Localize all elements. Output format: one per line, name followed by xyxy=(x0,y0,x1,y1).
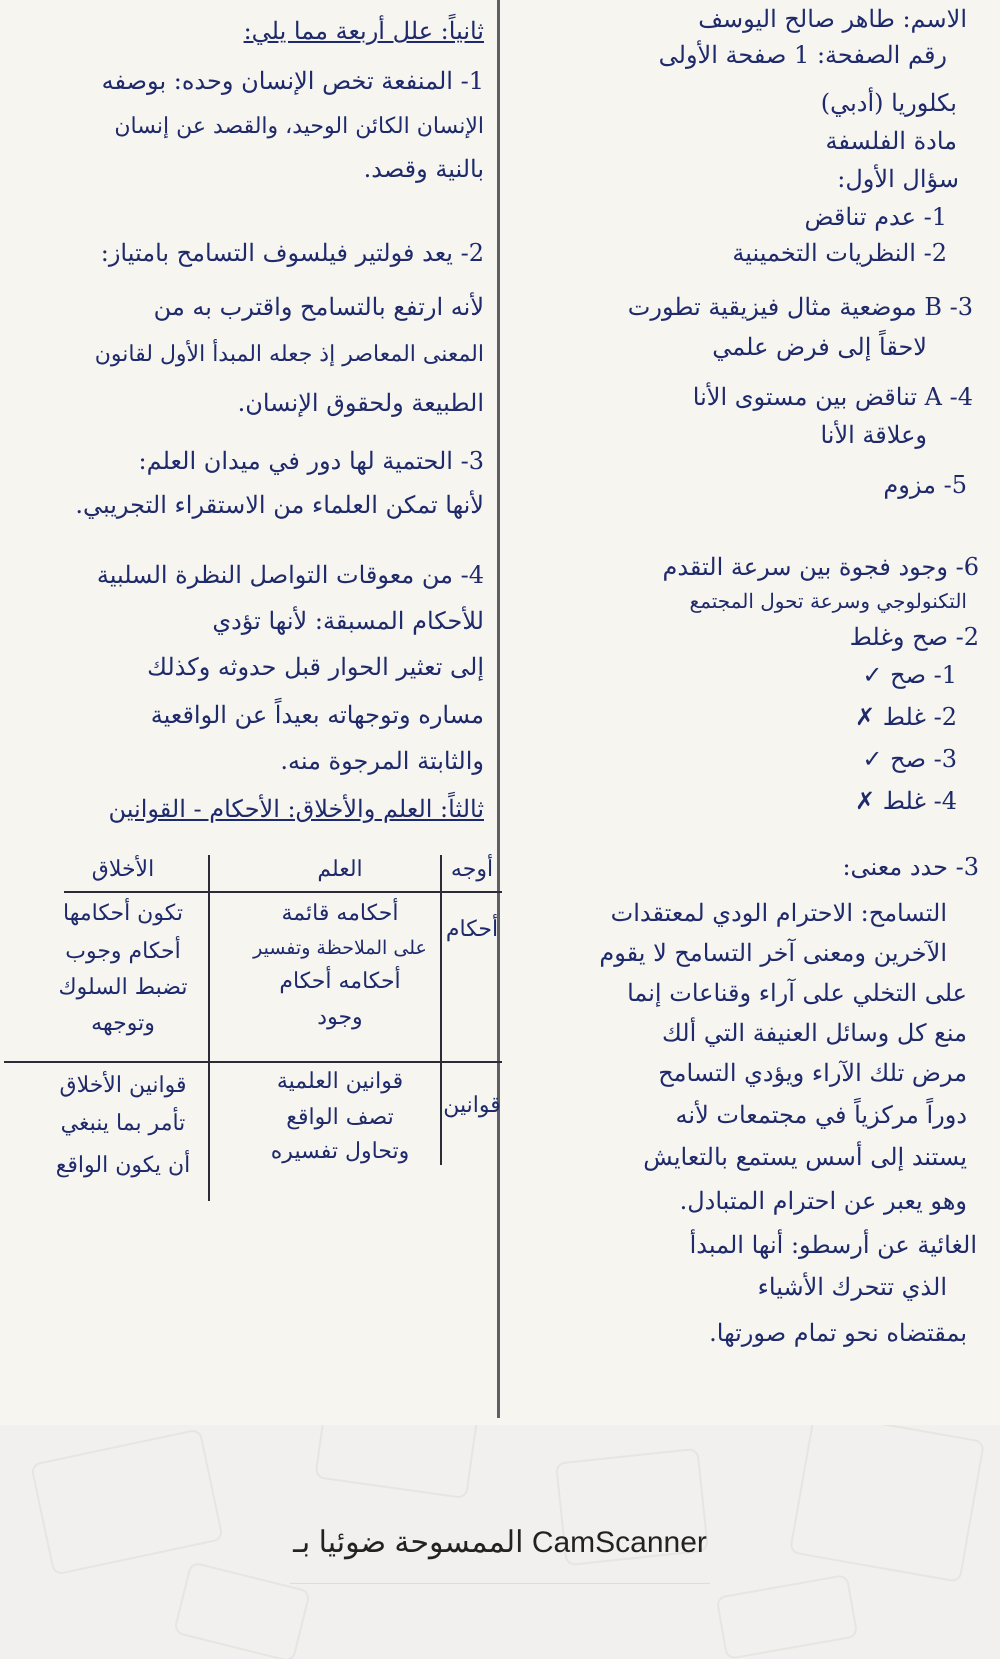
decorative-card xyxy=(173,1561,311,1659)
true-false-title: 2- صح وغلط xyxy=(849,623,979,651)
section-three-title: ثالثاً: العلم والأخلاق: الأحكام - القوانين xyxy=(108,795,484,823)
true-false-item: 4- غلط ✗ xyxy=(854,787,957,815)
answer-line: 4- A تناقض بين مستوى الأنا xyxy=(692,383,973,411)
table-header-aspect: أوجه xyxy=(450,857,494,882)
definition-line: مرض تلك الآراء ويؤدي التسامح xyxy=(658,1059,967,1087)
camscanner-watermark: الممسوحة ضوئيا بـ CamScanner xyxy=(293,1526,707,1559)
table-header-rule xyxy=(64,891,502,893)
table-cell-ethics: تضبط السلوك xyxy=(58,975,188,1000)
comparison-table xyxy=(4,855,502,1215)
table-cell-ethics: وتوجهه xyxy=(91,1011,155,1036)
table-header-ethics: الأخلاق xyxy=(91,857,155,882)
answer-line: وعلاقة الأنا xyxy=(820,421,927,449)
reason-line: إلى تعثير الحوار قبل حدوثه وكذلك xyxy=(147,653,484,681)
table-cell-ethics: قوانين الأخلاق xyxy=(59,1073,187,1098)
table-row-rule xyxy=(4,1061,502,1063)
reason-line: بالنية وقصد. xyxy=(363,155,484,183)
table-row-aspect: أحكام xyxy=(445,917,499,942)
table-cell-science: قوانين العلمية xyxy=(276,1069,404,1094)
reason-line: الطبيعة ولحقوق الإنسان. xyxy=(237,389,484,417)
decorative-card xyxy=(314,1425,480,1499)
table-cell-ethics: أن يكون الواقع xyxy=(55,1153,191,1178)
definition-line: بمقتضاه نحو تمام صورتها. xyxy=(709,1319,967,1347)
question-one-title: سؤال الأول: xyxy=(837,165,959,193)
definition-line: على التخلي على آراء وقناعات إنما xyxy=(627,979,967,1007)
define-title: 3- حدد معنى: xyxy=(842,853,979,881)
answer-line: 1- عدم تناقض xyxy=(804,203,947,231)
answer-line: التكنولوجي وسرعة تحول المجتمع xyxy=(689,589,967,613)
reason-line: 3- الحتمية لها دور في ميدان العلم: xyxy=(138,447,484,475)
definition-line: منع كل وسائل العنيفة التي ألك xyxy=(662,1019,967,1047)
table-cell-ethics: أحكام وجوب xyxy=(65,939,181,964)
scanner-footer xyxy=(0,1425,1000,1659)
reason-line: 2- يعد فولتير فيلسوف التسامح بامتياز: xyxy=(100,239,484,267)
true-false-item: 1- صح ✓ xyxy=(862,661,957,689)
definition-line: الآخرين ومعنى آخر التسامح لا يقوم xyxy=(599,939,947,967)
reason-line: الإنسان الكائن الوحيد، والقصد عن إنسان xyxy=(114,114,484,139)
reason-line: والثابتة المرجوة منه. xyxy=(280,747,484,775)
reason-line: 4- من معوقات التواصل النظرة السلبية xyxy=(96,561,484,589)
table-cell-science: وجود xyxy=(317,1005,363,1030)
table-header-science: العلم xyxy=(317,857,363,882)
true-false-item: 2- غلط ✗ xyxy=(854,703,957,731)
definition-line: الذي تتحرك الأشياء xyxy=(757,1273,947,1301)
definition-line: التسامح: الاحترام الودي لمعتقدات xyxy=(610,899,947,927)
definition-line: يستند إلى أسس يستمع بالتعايش xyxy=(643,1143,967,1171)
reason-line: 1- المنفعة تخص الإنسان وحده: بوصفه xyxy=(101,67,484,95)
table-cell-ethics: تكون أحكامها xyxy=(63,901,183,926)
reason-line: لأنها تمكن العلماء من الاستقراء التجريبي. xyxy=(75,491,484,519)
page-number-line: رقم الصفحة: 1 صفحة الأولى xyxy=(658,41,947,69)
definition-line: وهو يعبر عن احترام المتبادل. xyxy=(679,1187,967,1215)
table-cell-science: على الملاحظة وتفسير xyxy=(253,937,427,959)
exam-subject: مادة الفلسفة xyxy=(825,127,957,155)
table-cell-ethics: تأمر بما ينبغي xyxy=(60,1111,186,1136)
decorative-card xyxy=(715,1574,858,1659)
reason-line: للأحكام المسبقة: لأنها تؤدي xyxy=(212,607,484,635)
section-two-title: ثانياً: علل أربعة مما يلي: xyxy=(243,17,484,45)
reason-line: المعنى المعاصر إذ جعله المبدأ الأول لقانون xyxy=(94,342,484,367)
table-cell-science: وتحاول تفسيره xyxy=(270,1139,410,1164)
answer-line: 5- مزوم xyxy=(883,471,967,499)
student-name: الاسم: طاهر صالح اليوسف xyxy=(698,5,967,33)
footer-rule xyxy=(290,1583,710,1584)
reason-line: مساره وتوجهاته بعيداً عن الواقعية xyxy=(150,701,484,729)
definition-line: دوراً مركزياً في مجتمعات لأنه xyxy=(675,1101,967,1129)
table-cell-science: أحكامه قائمة xyxy=(281,901,399,926)
table-row-aspect: قوانين xyxy=(443,1093,501,1118)
answer-line: 3- B موضعية مثال فيزيقية تطورت xyxy=(627,293,973,321)
answer-line: لاحقاً إلى فرض علمي xyxy=(712,333,927,361)
answer-line: 2- النظريات التخمينية xyxy=(732,239,947,267)
true-false-item: 3- صح ✓ xyxy=(862,745,957,773)
answer-line: 6- وجود فجوة بين سرعة التقدم xyxy=(662,553,979,581)
definition-line: الغائية عن أرسطو: أنها المبدأ xyxy=(689,1231,977,1259)
table-cell-science: تصف الواقع xyxy=(286,1105,394,1130)
reason-line: لأنه ارتفع بالتسامح واقترب به من xyxy=(153,293,484,321)
exam-level: بكلوريا (أدبي) xyxy=(820,89,957,117)
table-cell-science: أحكامه أحكام xyxy=(279,969,401,994)
